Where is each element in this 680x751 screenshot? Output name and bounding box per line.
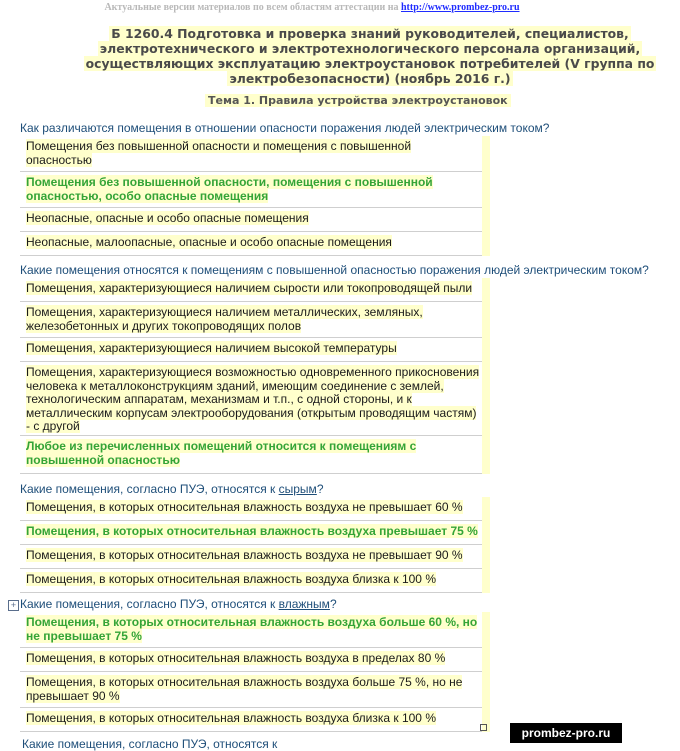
answer-text: Помещения, в которых относительная влажность воздуха превышает 75 % (26, 524, 478, 538)
highlight-bar (482, 278, 490, 474)
answer-4-1-correct (20, 612, 482, 648)
question-4 (20, 597, 337, 611)
question-text: Какие помещения, согласно ПУЭ, относятся к (20, 597, 279, 611)
highlight-bar (482, 497, 490, 593)
answer-3-1 (20, 497, 482, 521)
answer-2-2 (20, 302, 482, 338)
title-line-4: электробезопасности) (ноябрь 2016 г.) (229, 71, 511, 86)
answer-3-2-correct (20, 521, 482, 545)
header-note-text: Актуальные версии материалов по всем областям аттестации на (104, 2, 399, 13)
question-3 (20, 482, 324, 496)
answer-text: Помещения без повышенной опасности и помещения с повышенной опасностью (26, 139, 412, 167)
answer-2-4 (20, 362, 482, 436)
answer-text: Помещения, в которых относительная влажность воздуха не превышает 90 % (26, 548, 463, 562)
answer-text: Помещения, характеризующиеся наличием сырости или токопроводящей пыли (26, 281, 473, 295)
question-emphasis: сырым (278, 482, 317, 496)
topic-heading: Тема 1. Правила устройства электроустановок (205, 94, 511, 107)
answer-text: Помещения, в которых относительная влажность воздуха больше 60 %, но не превышает 75 % (26, 615, 478, 643)
highlight-bar (482, 136, 490, 256)
answer-1-4 (20, 232, 482, 256)
question-text-end: ? (329, 597, 337, 611)
question-2: Какие помещения относятся к помещениям с повышенной опасностью поражения людей электрическим током? (20, 263, 649, 277)
answer-2-5-correct (20, 436, 482, 474)
next-question-cutoff: Какие помещения, согласно ПУЭ, относятся к (22, 737, 278, 751)
question-emphasis: влажным (278, 597, 330, 611)
answer-1-1 (20, 136, 482, 172)
answer-text: Помещения, в которых относительная влажность воздуха близка к 100 % (26, 711, 436, 725)
answer-1-3 (20, 208, 482, 232)
answer-text: Помещения, в которых относительная влажность воздуха больше 75 %, но не превышает 90 % (26, 675, 463, 703)
resize-handle[interactable] (480, 724, 487, 731)
title-line-2: электротехнического и электротехнологического персонала организаций, (99, 41, 641, 56)
answer-4-2 (20, 648, 482, 672)
expand-icon[interactable]: + (8, 600, 19, 611)
answer-3-3 (20, 545, 482, 569)
question-text-end: ? (316, 482, 324, 496)
answer-text: Любое из перечисленных помещений относится к помещениям с повышенной опасностью (26, 439, 417, 467)
answer-text: Неопасные, опасные и особо опасные помещения (26, 211, 309, 225)
header-note-link[interactable]: http://www.prombez-pro.ru (401, 2, 520, 13)
question-1: Как различаются помещения в отношении опасности поражения людей электрическим током? (20, 121, 550, 135)
title-line-3: осуществляющих эксплуатацию электроустановок потребителей (V группа по (85, 56, 655, 71)
answer-text: Помещения, в которых относительная влажность воздуха в пределах 80 % (26, 651, 446, 665)
answer-text: Помещения, в которых относительная влажность воздуха не превышает 60 % (26, 500, 463, 514)
answer-text: Неопасные, малоопасные, опасные и особо опасные помещения (26, 235, 392, 249)
answer-4-3 (20, 672, 482, 708)
answer-text: Помещения, в которых относительная влажность воздуха близка к 100 % (26, 572, 436, 586)
header-note (0, 2, 624, 13)
answer-text: Помещения без повышенной опасности, помещения с повышенной опасностью, особо опасные помещения (26, 175, 433, 203)
document-title (60, 26, 680, 86)
answer-1-2-correct (20, 172, 482, 208)
answer-text: Помещения, характеризующиеся наличием металлических, земляных, железобетонных и других токопроводящих полов (26, 305, 423, 333)
answer-text: Помещения, характеризующиеся возможностью одновременного прикосновения человека к металлоконструкциям зданий, имеющим соединение с землей, технологическим аппаратам, механизмам и т.п., с одной стороны, и к металлическим корпусам электрооборудования (открытым проводящим частям) - с другой (26, 365, 480, 433)
answer-4-4 (20, 708, 482, 732)
question-text: Какие помещения, согласно ПУЭ, относятся к (20, 482, 279, 496)
answer-text: Помещения, характеризующиеся наличием высокой температуры (26, 341, 397, 355)
answer-3-4 (20, 569, 482, 593)
highlight-bar (482, 612, 490, 732)
title-line-1: Б 1260.4 Подготовка и проверка знаний руководителей, специалистов, (111, 26, 629, 41)
watermark-stamp: prombez-pro.ru (510, 723, 622, 743)
answer-2-3 (20, 338, 482, 362)
answer-2-1 (20, 278, 482, 302)
